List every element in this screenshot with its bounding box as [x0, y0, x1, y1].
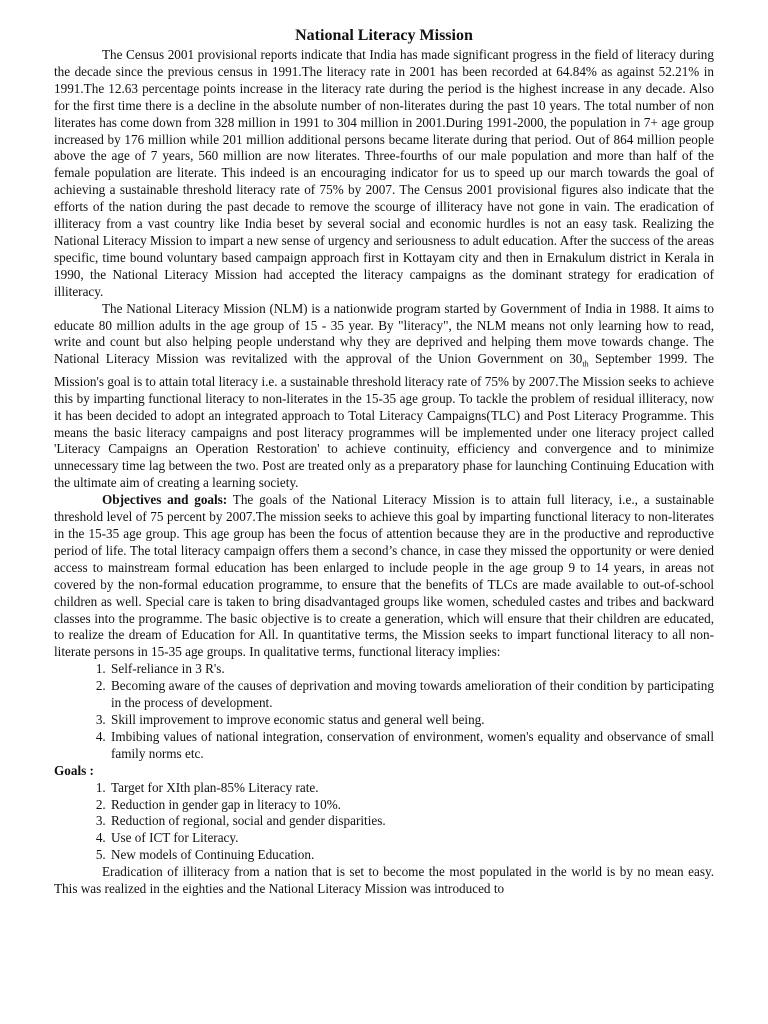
truncated-paragraph-wrapper [54, 864, 714, 898]
paragraph-nlm [54, 301, 714, 493]
goals-heading: Goals : [54, 762, 94, 778]
document-title: National Literacy Mission [295, 27, 473, 44]
ordinal-suffix: th [582, 359, 589, 369]
paragraph-census: The Census 2001 provisional reports indicate that India has made significant progress in the field of literacy during the decade since the previous census in 1991.The literacy rate in 2001 has been recorded at 64.84% as against 52.21% in 1991.The 12.63 percentage points increase in the literacy rate during the period is the highest increase in any decade. Also for the first time there is a decline in the absolute number of non-literates during the past 10 years. The total number of non literates has come down from 328 million in 1991 to 304 million in 2001.During 1991-2000, the population in 7+ age group increased by 176 million while 201 million additional persons became literate during that period. Out of 864 million people above the age of 7 years, 560 million are now literates. Three-fourths of our male population and more than half of the female population are literate. This indeed is an encouraging indicator for us to speed up our march towards the goal of achieving a sustainable threshold literacy rate of 75% by 2007. The Census 2001 provisional figures also indicate that the efforts of the nation during the past decade to remove the scourge of illiteracy have not gone in vain. The eradication of illiteracy from a vast country like India beset by several social and economic hurdles is not an easy task. Realizing the National Literacy Mission to impart a new sense of urgency and seriousness to adult education. After the success of the areas specific, time bound voluntary based campaign approach first in Kottayam city and then in Ernakulum district in Kerala in 1990, the National Literacy Mission had accepted the literacy campaigns as the dominant strategy for eradication of illiteracy. [54, 47, 714, 299]
paragraph-objectives [54, 492, 714, 661]
objectives-text: The goals of the National Literacy Mission is to attain full literacy, i.e., a sustainable threshold level of 75 percent by 2007.The mission seeks to achieve this goal by imparting functional literacy to non-literates in the 15-35 age group. This age group has been the focus of attention because they are in the productive and reproductive period of life. The total literacy campaign offers them a second’s chance, in case they missed the opportunity or were denied access to mainstream formal education has been enlarged to include people in the age group 9 to 14 years, in areas not covered by the non-formal education programme, to ensure that the benefits of TLCs are made available to out-of-school children as well. Special care is taken to bring disadvantaged groups like women, scheduled castes and tribes and backward classes into the programme. The basic objective is to create a generation, which will ensure that their children are educated, to realize the dream of Education for All. In quantitative terms, the Mission seeks to impart functional literacy to all non-literate persons in 15-35 age groups. In qualitative terms, functional literacy implies: [54, 492, 714, 660]
paragraph-nlm-part2: September 1999. The Mission's goal is to attain total literacy i.e. a sustainable threshold literacy rate of 75% by 2007.The Mission seeks to achieve this by imparting functional literacy to non-literates in the 15-35 age group. To tackle the problem of residual illiteracy, now it has been decided to adopt an integrated approach to Total Literacy Campaigns(TLC) and Post Literacy Programme. This means the basic literacy campaigns and post literacy programmes will be implemented under one literacy project called 'Literacy Campaigns an Operation Restoration' to achieve continuity, efficiency and convergence and to minimize unnecessary time lag between the two. Post are treated only as a preparatory phase for launching Continuing Education with the ultimate aim of creating a learning society. [54, 351, 714, 491]
list-item: 4. Imbibing values of national integration, conservation of environment, women's equality and observance of small family norms etc. [109, 729, 714, 763]
paragraph-eradication: Eradication of illiteracy from a nation that is set to become the most populated in the world is by no mean easy. This was realized in the eighties and the National Literacy Mission was introduced to [54, 864, 714, 897]
implies-list [54, 661, 714, 762]
goals-list [54, 780, 714, 865]
list-item: 1. Target for XIth plan-85% Literacy rate. [109, 780, 714, 797]
list-item: 3. Reduction of regional, social and gender disparities. [109, 813, 714, 830]
list-item: 3. Skill improvement to improve economic status and general well being. [109, 712, 714, 729]
list-item: 2. Becoming aware of the causes of deprivation and moving towards amelioration of their condition by participating in the process of development. [109, 678, 714, 712]
list-item: 1. Self-reliance in 3 R's. [109, 661, 714, 678]
list-item: 4. Use of ICT for Literacy. [109, 830, 714, 847]
list-item: 5. New models of Continuing Education. [109, 847, 714, 864]
list-item: 2. Reduction in gender gap in literacy to 10%. [109, 797, 714, 814]
paragraph-nlm-part1: The National Literacy Mission (NLM) is a nationwide program started by Government of India in 1988. It aims to educate 80 million adults in the age group of 15 - 35 year. By "literacy", the NLM means not only learning how to read, write and count but also helping people understand why they are deprived and helping them move towards change. The National Literacy Mission was revitalized with the approval of the Union Government on 30 [54, 300, 714, 367]
objectives-heading: Objectives and goals: [102, 492, 228, 508]
